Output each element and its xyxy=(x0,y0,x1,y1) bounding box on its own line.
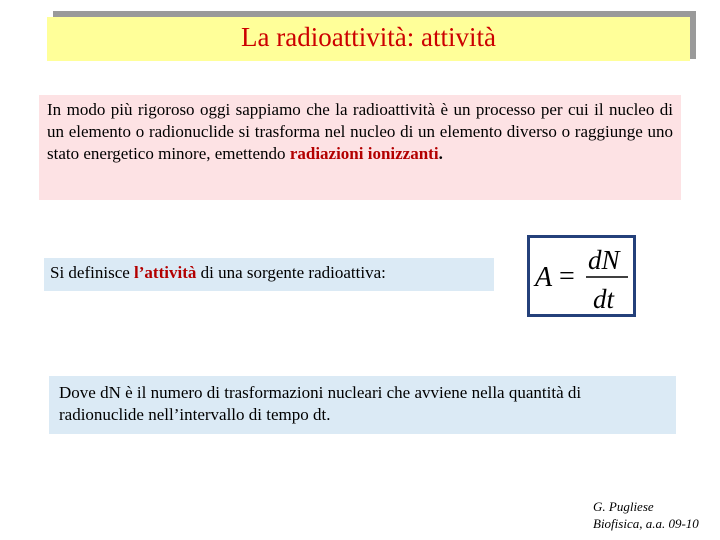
highlight-radiazioni: radiazioni xyxy=(289,144,364,163)
formula-lhs: A xyxy=(535,262,553,293)
activity-suffix: di una sorgente radioattiva: xyxy=(196,263,386,282)
formula-box xyxy=(527,235,636,317)
formula-denominator: dt xyxy=(593,284,615,314)
definition-end: . xyxy=(438,144,443,163)
activity-box xyxy=(44,258,494,291)
formula-equals: = xyxy=(559,261,575,292)
definition-text: In modo più rigoroso oggi sappiamo che la radioattività è un processo per cui il nucleo di un elemento o radionuclide si trasforma nel nucleo di un elemento diverso o raggiunge uno stato energetico minore, emettendo xyxy=(47,100,673,163)
definition-box xyxy=(39,95,681,200)
highlight-ionizzanti: ionizzanti xyxy=(367,144,439,163)
footer-credit xyxy=(593,498,699,532)
footer-course: Biofisica, a.a. 09-10 xyxy=(593,516,699,531)
page-title: La radioattività: attività xyxy=(241,21,496,52)
explanation-box xyxy=(49,376,676,434)
explanation-text: Dove dN è il numero di trasformazioni nucleari che avviene nella quantità di radionuclide nell’intervallo di tempo dt. xyxy=(59,383,582,424)
activity-prefix: Si definisce xyxy=(50,263,135,282)
footer-author: G. Pugliese xyxy=(593,499,654,514)
formula-numerator: dN xyxy=(588,245,620,275)
formula-svg xyxy=(530,238,633,314)
title-banner xyxy=(47,17,690,61)
activity-term: l’attività xyxy=(134,263,197,282)
